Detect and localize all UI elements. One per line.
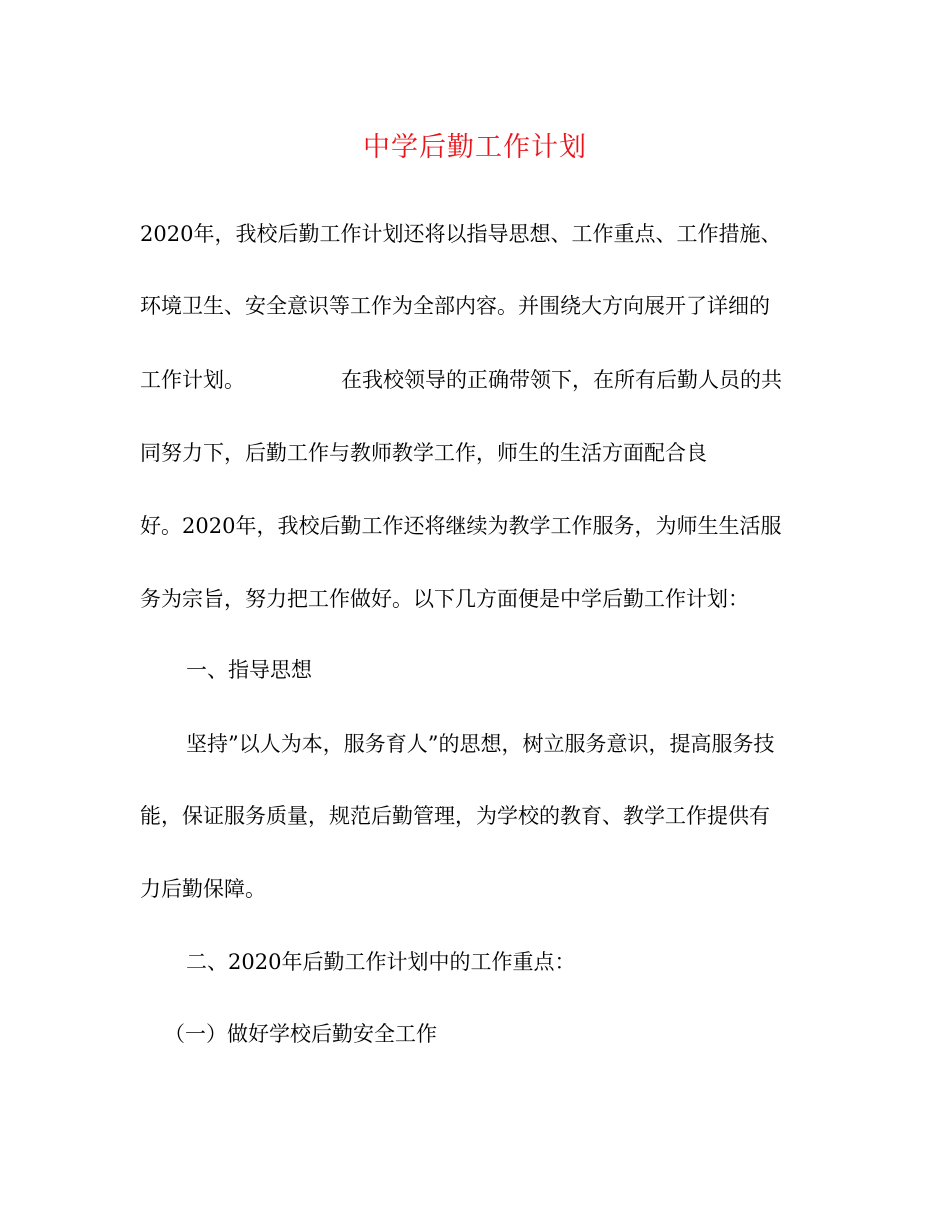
paragraph-line: 能，保证服务质量，规范后勤管理，为学校的教育、教学工作提供有 bbox=[140, 804, 770, 828]
paragraph-line: 环境卫生、安全意识等工作为全部内容。并围绕大方向展开了详细的 bbox=[140, 294, 770, 318]
paragraph-fragment: 在我校领导的正确带领下，在所有后勤人员的共 bbox=[341, 368, 782, 392]
section-heading: 一、指导思想 bbox=[186, 658, 312, 682]
document-title: 中学后勤工作计划 bbox=[363, 132, 587, 163]
paragraph-line: 好。2020年，我校后勤工作还将继续为教学工作服务，为师生生活服 bbox=[140, 514, 782, 538]
paragraph-line: 同努力下，后勤工作与教师教学工作，师生的生活方面配合良 bbox=[140, 441, 707, 465]
paragraph-line: 务为宗旨，努力把工作做好。以下几方面便是中学后勤工作计划： bbox=[140, 587, 749, 611]
subsection-heading: （一）做好学校后勤安全工作 bbox=[164, 1022, 437, 1046]
paragraph-line: 坚持”以人为本，服务育人”的思想，树立服务意识，提高服务技 bbox=[186, 732, 775, 756]
paragraph-line bbox=[140, 365, 820, 395]
paragraph-fragment: 工作计划。 bbox=[140, 368, 245, 392]
paragraph-line: 力后勤保障。 bbox=[140, 877, 266, 901]
section-heading: 二、2020年后勤工作计划中的工作重点： bbox=[186, 950, 576, 974]
paragraph-line: 2020年，我校后勤工作计划还将以指导思想、工作重点、工作措施、 bbox=[140, 222, 782, 246]
